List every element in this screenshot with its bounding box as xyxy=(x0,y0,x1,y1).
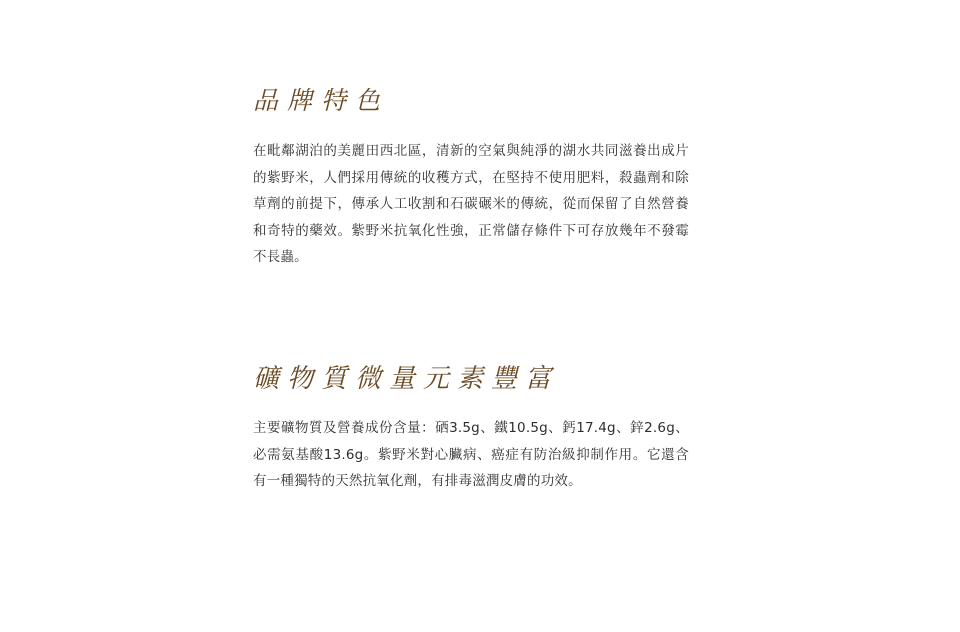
brand-feature-heading: 品牌特色 xyxy=(253,86,390,115)
brand-feature-section xyxy=(253,82,693,271)
brand-feature-text: 在毗鄰湖泊的美麗田西北區，清新的空氣與純淨的湖水共同滋養出成片的紫野米，人們採用傳統的收穫方式，在堅持不使用肥料，殺蟲劑和除草劑的前提下，傳承人工收割和石碳碾米的傳統，從而保留了自然營養和奇特的藥效。紫野米抗氧化性強，正常儲存條件下可存放幾年不發霉不長蟲。 xyxy=(253,143,689,265)
minerals-section xyxy=(253,360,693,495)
minerals-text: 主要礦物質及營養成份含量：硒3.5g、鐵10.5g、鈣17.4g、鋅2.6g、必需氨基酸13.6g。紫野米對心臟病、癌症有防治級抑制作用。它還含有一種獨特的天然抗氧化劑，有排毒滋潤皮膚的功效。 xyxy=(253,420,689,489)
minerals-heading: 礦物質微量元素豐富 xyxy=(253,364,560,394)
